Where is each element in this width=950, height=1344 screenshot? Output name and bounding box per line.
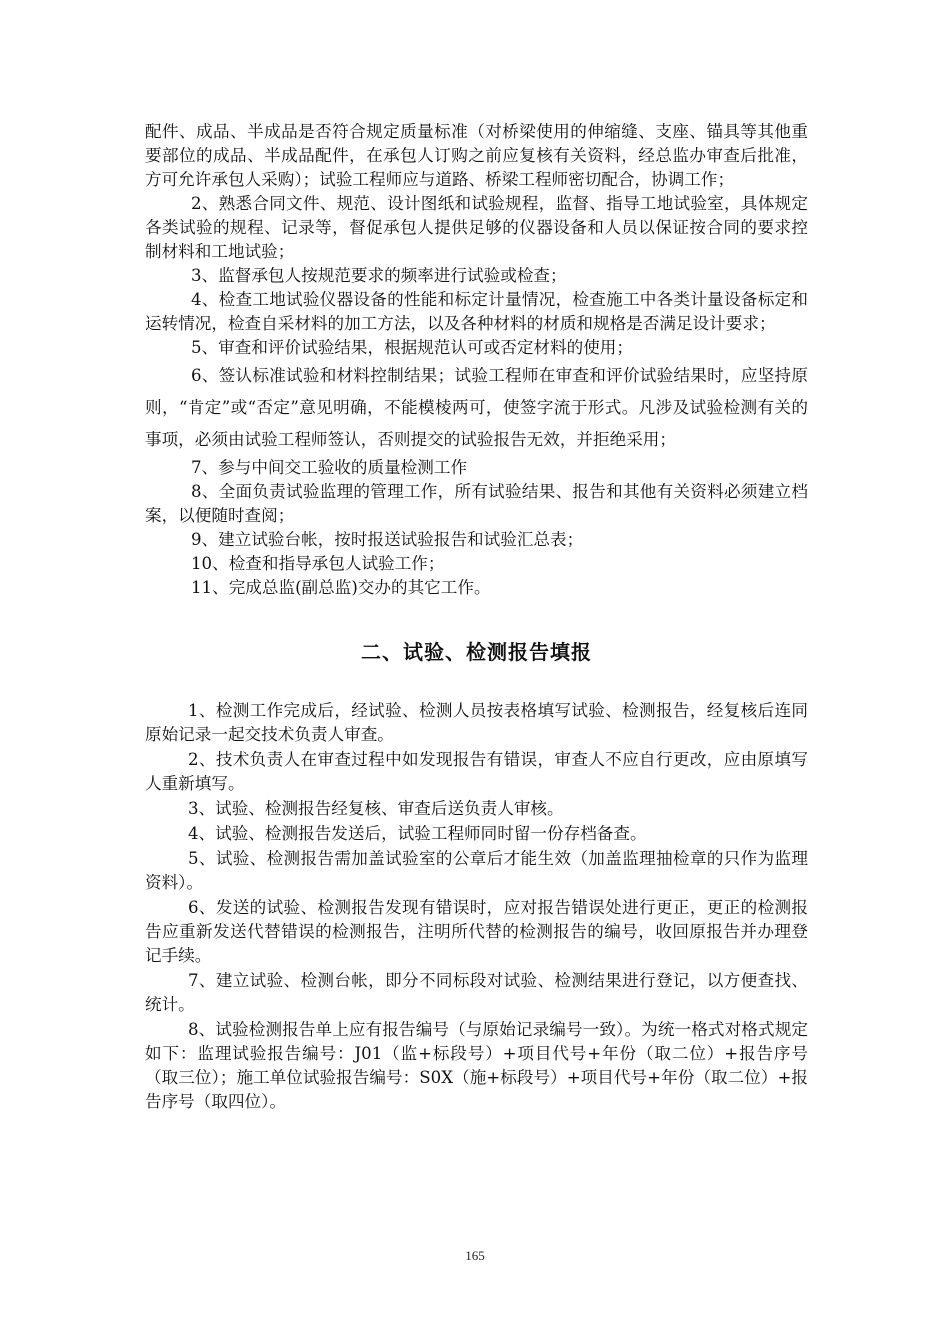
report-item-4: 4、试验、检测报告发送后，试验工程师同时留一份存档备查。: [188, 824, 647, 843]
paragraph-item-8: 8、全面负责试验监理的管理工作，所有试验结果、报告和其他有关资料必须建立档案，以便随时查阅；: [145, 482, 808, 525]
paragraph-item-7: 7、参与中间交工验收的质量检测工作: [191, 458, 468, 477]
section-duties: [145, 120, 808, 600]
paragraph-continuation: 配件、成品、半成品是否符合规定质量标准（对桥梁使用的伸缩缝、支座、锚具等其他重要部位的成品、半成品配件，在承包人订购之前应复核有关资料，经总监办审查后批准，方可允许承包人采购）；试验工程师应与道路、桥梁工程师密切配合，协调工作；: [145, 122, 808, 189]
page-content: [145, 120, 808, 1115]
paragraph-item-11: 11、完成总监(副总监)交办的其它工作。: [191, 578, 491, 597]
report-item-6: 6、发送的试验、检测报告发现有错误时，应对报告错误处进行更正，更正的检测报告应重新发送代替错误的检测报告，注明所代替的检测报告的编号，收回原报告并办理登记手续。: [145, 898, 808, 965]
report-item-7: 7、建立试验、检测台帐，即分不同标段对试验、检测结果进行登记，以方便查找、统计。: [145, 971, 808, 1014]
paragraph-item-6: 6、签认标准试验和材料控制结果；试验工程师在审查和评价试验结果时，应坚持原则，“肯定”或“否定”意见明确，不能模棱两可，使签字流于形式。凡涉及试验检测有关的事项，必须由试验工程师签认，否则提交的试验报告无效，并拒绝采用；: [145, 366, 808, 449]
paragraph-item-10: 10、检查和指导承包人试验工作；: [191, 554, 445, 573]
paragraph-item-3: 3、监督承包人按规范要求的频率进行试验或检查；: [191, 266, 567, 285]
report-item-8: 8、试验检测报告单上应有报告编号（与原始记录编号一致）。为统一格式对格式规定如下：监理试验报告编号：J01（监+标段号）+项目代号+年份（取二位）+报告序号（取三位）；施工单位试验报告编号：S0X（施+标段号）+项目代号+年份（取二位）+报告序号（取四位）。: [145, 1020, 808, 1111]
section-report-filling: [145, 699, 808, 1114]
paragraph-item-4: 4、检查工地试验仪器设备的性能和标定计量情况，检查施工中各类计量设备标定和运转情况，检查自采材料的加工方法，以及各种材料的材质和规格是否满足设计要求；: [145, 290, 808, 333]
page-number: 165: [465, 1248, 485, 1263]
section-heading: 二、试验、检测报告填报: [361, 640, 592, 664]
report-item-3: 3、试验、检测报告经复核、审查后送负责人审核。: [188, 799, 564, 818]
report-item-5: 5、试验、检测报告需加盖试验室的公章后才能生效（加盖监理抽检章的只作为监理资料）。: [145, 849, 808, 892]
paragraph-item-2: 2、熟悉合同文件、规范、设计图纸和试验规程，监督、指导工地试验室，具体规定各类试验的规程、记录等，督促承包人提供足够的仪器设备和人员以保证按合同的要求控制材料和工地试验；: [145, 194, 808, 261]
paragraph-item-9: 9、建立试验台帐，按时报送试验报告和试验汇总表；: [191, 530, 584, 549]
report-item-1: 1、检测工作完成后，经试验、检测人员按表格填写试验、检测报告，经复核后连同原始记录一起交技术负责人审查。: [145, 701, 808, 744]
report-item-2: 2、技术负责人在审查过程中如发现报告有错误，审查人不应自行更改，应由原填写人重新填写。: [145, 750, 808, 793]
paragraph-item-5: 5、审查和评价试验结果，根据规范认可或否定材料的使用；: [191, 338, 633, 357]
